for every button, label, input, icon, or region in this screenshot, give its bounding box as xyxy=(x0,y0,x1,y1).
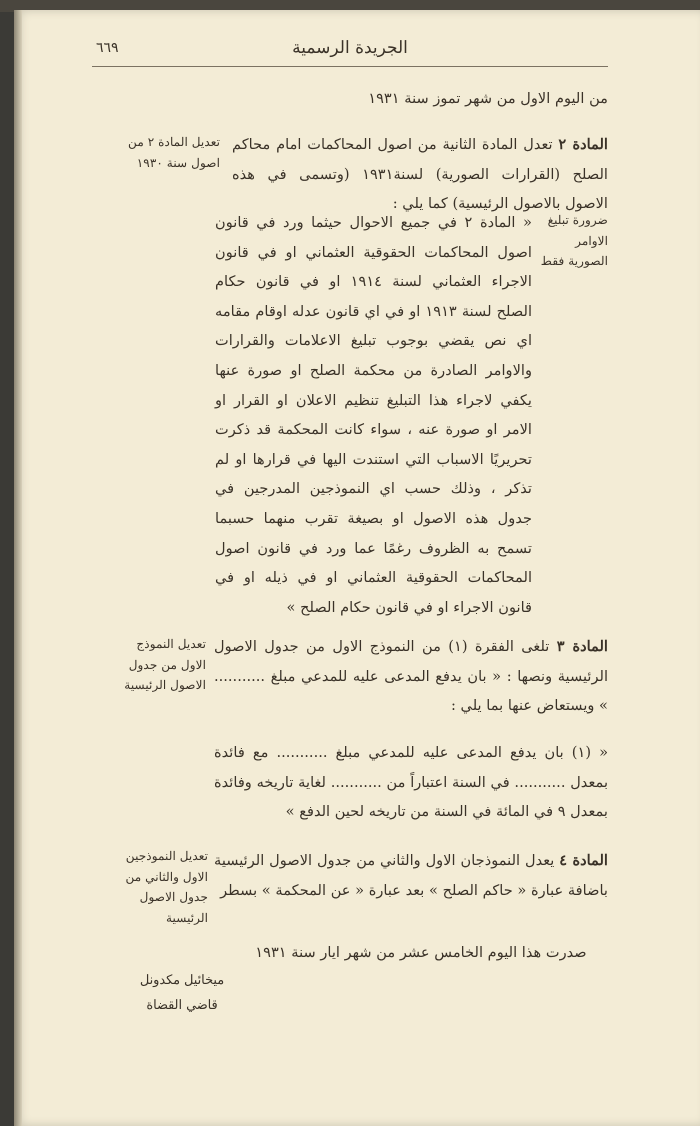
signatory-title: قاضي القضاة xyxy=(146,998,218,1013)
article-2-quote-note: ضرورة تبليغ الاوامر الصورية فقط xyxy=(540,213,608,268)
article-2-side-note: تعديل المادة ٢ من اصول سنة ١٩٣٠ xyxy=(128,135,220,170)
article-4 xyxy=(214,846,608,905)
article-4-side-note: تعديل النموذجين الاول والثاني من جدول الاصول الرئيسية xyxy=(125,849,208,925)
article-2-text: تعدل المادة الثانية من اصول المحاكمات امام محاكم الصلح (القرارات الصورية) لسنة١٩٣١ (وتسمى في هذه الاصول بالاصول الرئيسية) كما يلي : xyxy=(232,136,608,213)
signature-block xyxy=(112,968,252,1018)
article-3-side-note: تعديل النموذج الاول من جدول الاصول الرئيسية xyxy=(124,637,206,692)
article-2-quote: « المادة ٢ في جميع الاحوال حيثما ورد في قانون اصول المحاكمات الحقوقية العثماني او في قانون الاجراء العثماني لسنة ١٩١٤ او في قانون حكام الصلح لسنة ١٩١٣ او في اي قانون عدله اوقام مقامه اي نص يقضي بوجوب تبليغ الاعلامات والقرارات والاوامر الصادرة من محكمة الصلح او صورة عنها يكفي لاجراء هذا التبليغ تنظيم الاعلان او القرار او الامر او صورة عنه ، سواء كانت المحكمة قد ذكرت تحريريًا الاسباب التي استندت اليها في قرارها او لم تذكر ، وذلك حسب اي النموذجين المدرجين في جدول هذه الاصول او بصيغة تقرب منهما حسبما تسمح به الظروف رغمًا عما ورد في قانون اصول المحاكمات الحقوقية العثماني او في ذيله او في قانون الاجراء او في قانون حكام الصلح » xyxy=(215,214,532,616)
issue-date-line: صدرت هذا اليوم الخامس عشر من شهر ايار سنة ١٩٣١ xyxy=(255,944,587,961)
signatory-name: ميخائيل مكدونل xyxy=(139,973,225,988)
article-3-label: المادة ٣ xyxy=(556,638,608,655)
dateline: من اليوم الاول من شهر تموز سنة ١٩٣١ xyxy=(368,90,608,107)
gazette-title: الجريدة الرسمية xyxy=(292,38,408,58)
article-4-text: يعدل النموذجان الاول والثاني من جدول الاصول الرئيسية باضافة عبارة « حاكم الصلح » بعد عبارة « عن المحكمة » بسطر xyxy=(214,852,608,899)
article-4-label: المادة ٤ xyxy=(559,852,608,869)
article-3 xyxy=(214,632,608,721)
page-binding xyxy=(14,10,22,1126)
article-2 xyxy=(232,130,608,219)
article-3-text: تلغى الفقرة (١) من النموذج الاول من جدول الاصول الرئيسية ونصها : « بان يدفع المدعى عليه للمدعي مبلغ ........... » ويستعاض عنها بما يلي : xyxy=(214,638,608,715)
article-2-label: المادة ٢ xyxy=(558,136,608,153)
page-header xyxy=(92,36,608,67)
article-3-quote: « (١) بان يدفع المدعى عليه للمدعي مبلغ ........... مع فائدة بمعدل ........... في السنة اعتباراً من ........... لغاية تاريخه وفائدة بمعدل ٩ في المائة في السنة من تاريخه لحين الدفع » xyxy=(214,744,608,821)
page-number: ٦٦٩ xyxy=(96,40,119,56)
